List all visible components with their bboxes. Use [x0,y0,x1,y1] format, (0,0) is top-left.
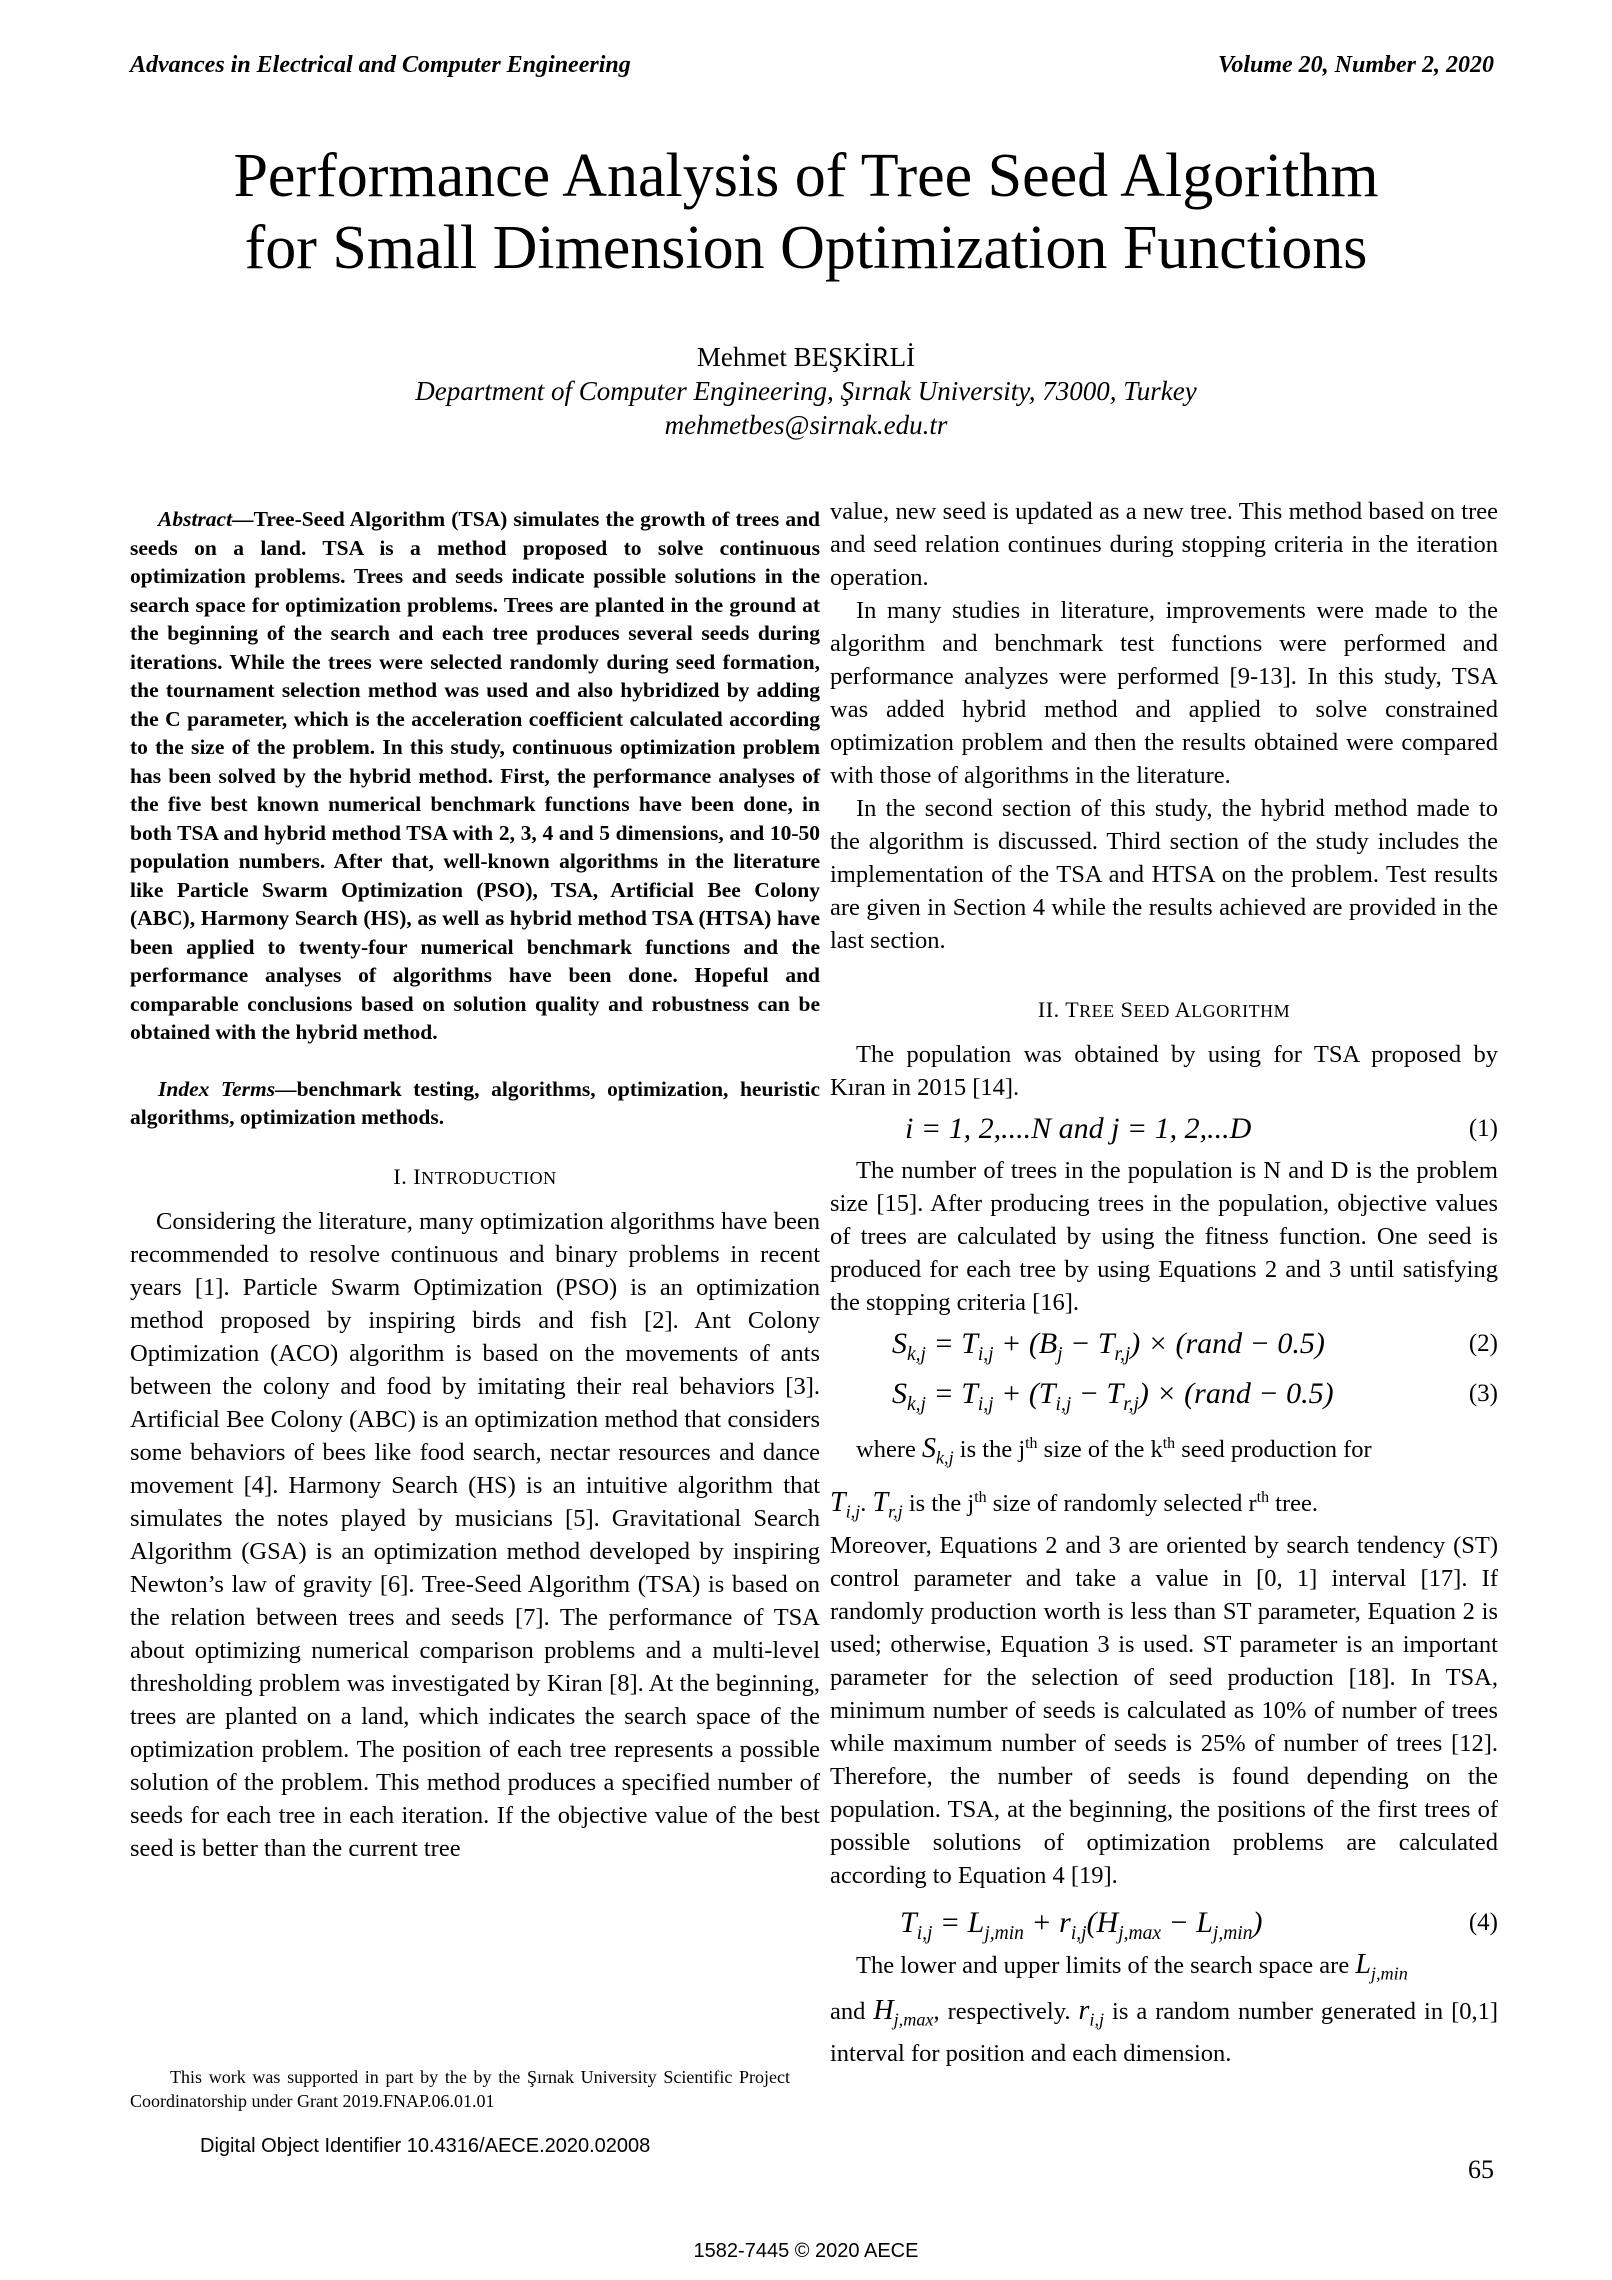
equation-number: (1) [1468,1115,1498,1142]
author-affiliation: Department of Computer Engineering, Şırnak University, 73000, Turkey [415,376,1197,406]
equation-number: (3) [1468,1380,1498,1407]
page-number: 65 [1468,2155,1494,2184]
paragraph: The number of trees in the population is N and D is the problem size [15]. After producing trees in the population, objective values of trees are calculated by using the fitness function. One seed is produced for each tree by using Equations 2 and 3 until satisfying the stopping criteria [16]. [830,1157,1498,1316]
abstract-text: Tree-Seed Algorithm (TSA) simulates the growth of trees and seeds on a land. TSA is a method proposed to solve continuous optimization problems. Trees and seeds indicate possible solutions in the search space for optimization problems. Trees are planted in the ground at the beginning of the search and each tree produces several seeds during iterations. While the trees were selected randomly during seed formation, the tournament selection method was used and also hybridized by adding the C parameter, which is the acceleration coefficient calculated according to the size of the problem. In this study, continuous optimization problem has been solved by the hybrid method. First, the performance analyses of the five best known numerical benchmark functions have been done, in both TSA and hybrid method TSA with 2, 3, 4 and 5 dimensions, and 10-50 population numbers. After that, well-known algorithms in the literature like Particle Swarm Optimization (PSO), TSA, Artificial Bee Colony (ABC), Harmony Search (HS), as well as hybrid method TSA (HTSA) have been applied to twenty-four numerical benchmark functions and the performance analyses of algorithms have been done. Hopeful and comparable conclusions based on solution quality and robustness can be obtained with the hybrid method. [130,507,820,1044]
text: The lower and upper limits of the search space are [856,1951,1350,1979]
paragraph: In the second section of this study, the hybrid method made to the algorithm is discussed. Third section of the study includes the implementation of the TSA and HTSA on the problem. Test results are given in Section 4 while the results achieved are provided in the last section. [830,795,1498,954]
section-heading-introduction [130,1160,820,1195]
paragraph: and $H_{j,max}$, respectively. $r_{i,j}$ is a random number generated in [0,1] interval for position and each dimension. [830,1995,1499,2067]
equation-number: (4) [1468,1908,1498,1936]
journal-header: Advances in Electrical and Computer Engineering [130,52,631,78]
section-title-rest: EED [1133,1001,1170,1021]
section-number: II. [1037,997,1060,1022]
paragraph: value, new seed is updated as a new tree. This method based on tree and seed relation continues during stopping criteria in the iteration operation. [830,498,1498,591]
text: th [1025,1435,1038,1452]
equation-expression: $S_{k,j} = T_{i,j} + (T_{i,j} - T_{r,j})$ × (rand − 0.5) [892,1377,1334,1415]
paragraph: In many studies in literature, improvements were made to the algorithm and benchmark test functions were performed and performance analyzes were performed [9-13]. In this study, TSA was added hybrid method and applied to solve constrained optimization problem and then the results obtained were compared with those of algorithms in the literature. [830,597,1498,789]
equation-number: (2) [1468,1330,1498,1357]
text: seed production for [1181,1436,1372,1464]
equation-expression: $S_{k,j} = T_{i,j} + (B_j - T_{r,j})$ × (rand − 0.5) [892,1327,1325,1365]
equation-2 [830,1319,1498,1369]
title-line-1: Performance Analysis of Tree Seed Algorithm [233,142,1379,210]
paragraph: where $S_{k,j}$ is the $j^{th}$ size of the $k^{th}$ seed production for [856,1433,1372,1468]
text: th [974,1488,987,1506]
text: is the j [908,1489,975,1517]
paragraph: $T_{i,j}$. $T_{r,j}$ is the $j^{th}$ size of randomly selected $r^{th}$ tree. [830,1486,1318,1522]
author-name: Mehmet BEŞKİRLİ [696,342,916,372]
right-column [830,495,1498,2070]
text: . [860,1489,867,1517]
text: th [1256,1488,1270,1506]
text: size of the k [1043,1436,1163,1464]
section-number: I. [393,1163,408,1189]
equation-3 [830,1369,1498,1419]
text: where [856,1436,916,1464]
section-title-rest: REE [1079,1001,1115,1021]
section-heading-tree-seed-algorithm [830,993,1498,1028]
section-title-initial: A [1174,997,1192,1022]
index-terms [130,1075,820,1132]
abstract [130,505,820,1047]
index-terms-text: benchmark testing, algorithms, optimization, heuristic algorithms, optimization methods. [130,1076,820,1129]
section-title-rest: NTRODUCTION [421,1167,557,1188]
section-title-rest: LGORITHM [1191,1001,1291,1021]
abstract-lead: Abstract— [158,507,254,531]
footnote: This work was supported in part by the by the Şırnak University Scientific Project Coordinatorship under Grant 2019.FNAP.06.01.01 [130,2067,790,2111]
section-title-initial: I [413,1163,422,1189]
equation-expression: i = 1, 2,....N and j = 1, 2,...D [905,1112,1252,1145]
paper-title [0,140,1612,284]
text: is the j [959,1436,1026,1464]
paragraph: The lower and upper limits of the search space are $L_{j,min}$ [856,1948,1408,1984]
equation-expression: $T_{i,j} = L_{j,min} + r_{i,j}(H_{j,max} - L_{j,min})$ [900,1905,1263,1944]
equation-4 [830,1898,1498,1948]
paragraph: Moreover, Equations 2 and 3 are oriented by search tendency (ST) control parameter and take a value in [0, 1] interval [17]. If randomly production worth is less than ST parameter, Equation 2 is used; otherwise, Equation 3 is used. ST parameter is an important parameter for the selection of seed production [18]. In TSA, minimum number of seeds is calculated as 10% of number of trees while maximum number of seeds is 25% of number of trees [12]. Therefore, the number of seeds is found depending on the population. TSA, at the beginning, the positions of the first trees of possible solutions of optimization problems are calculated according to Equation 4 [19]. [830,1531,1498,1889]
text: size of randomly selected r [992,1489,1257,1517]
author-block [0,340,1612,442]
text: th [1162,1435,1176,1452]
volume-header: Volume 20, Number 2, 2020 [1217,52,1494,78]
paragraph: The population was obtained by using for TSA proposed by Kıran in 2015 [14]. [830,1041,1498,1101]
intro-paragraph: Considering the literature, many optimization algorithms have been recommended to resolve continuous and binary problems in recent years [1]. Particle Swarm Optimization (PSO) is an optimization method proposed by inspiring birds and fish [2]. Ant Colony Optimization (ACO) algorithm is based on the movements of ants between the colony and food by imitating their real behaviors [3]. Artificial Bee Colony (ABC) is an optimization method that considers some behaviors of bees like food search, nectar resources and dance movement [4]. Harmony Search (HS) is an intuitive algorithm that simulates the notes played by musicians [5]. Gravitational Search Algorithm (GSA) is an optimization method developed by inspiring Newton’s law of gravity [6]. Tree-Seed Algorithm (TSA) is based on the relation between trees and seeds [7]. The performance of TSA about optimizing numerical comparison problems and a multi-level thresholding problem was investigated by Kiran [8]. At the beginning, trees are planted on a land, which indicates the search space of the optimization problem. The position of each tree represents a possible solution of the problem. This method produces a specified number of seeds for each tree in each iteration. If the objective value of the best seed is better than the current tree [130,1207,820,1862]
section-title-initial: T [1065,997,1080,1022]
author-email: mehmetbes@sirnak.edu.tr [664,410,948,440]
left-column [130,505,820,1865]
section-title-initial: S [1120,997,1134,1022]
text: and [830,1998,866,2026]
equation-1 [830,1104,1498,1154]
issn: 1582-7445 © 2020 AECE [693,2240,919,2262]
index-terms-lead: Index Terms— [158,1076,297,1101]
text: tree. [1275,1489,1318,1517]
text: , respectively. [933,1998,1071,2026]
text: is a random number generated in [0,1] interval for position and each dimension. [830,1998,1499,2067]
doi: Digital Object Identifier 10.4316/AECE.2020.02008 [200,2135,651,2157]
title-line-2: for Small Dimension Optimization Functions [244,214,1368,282]
